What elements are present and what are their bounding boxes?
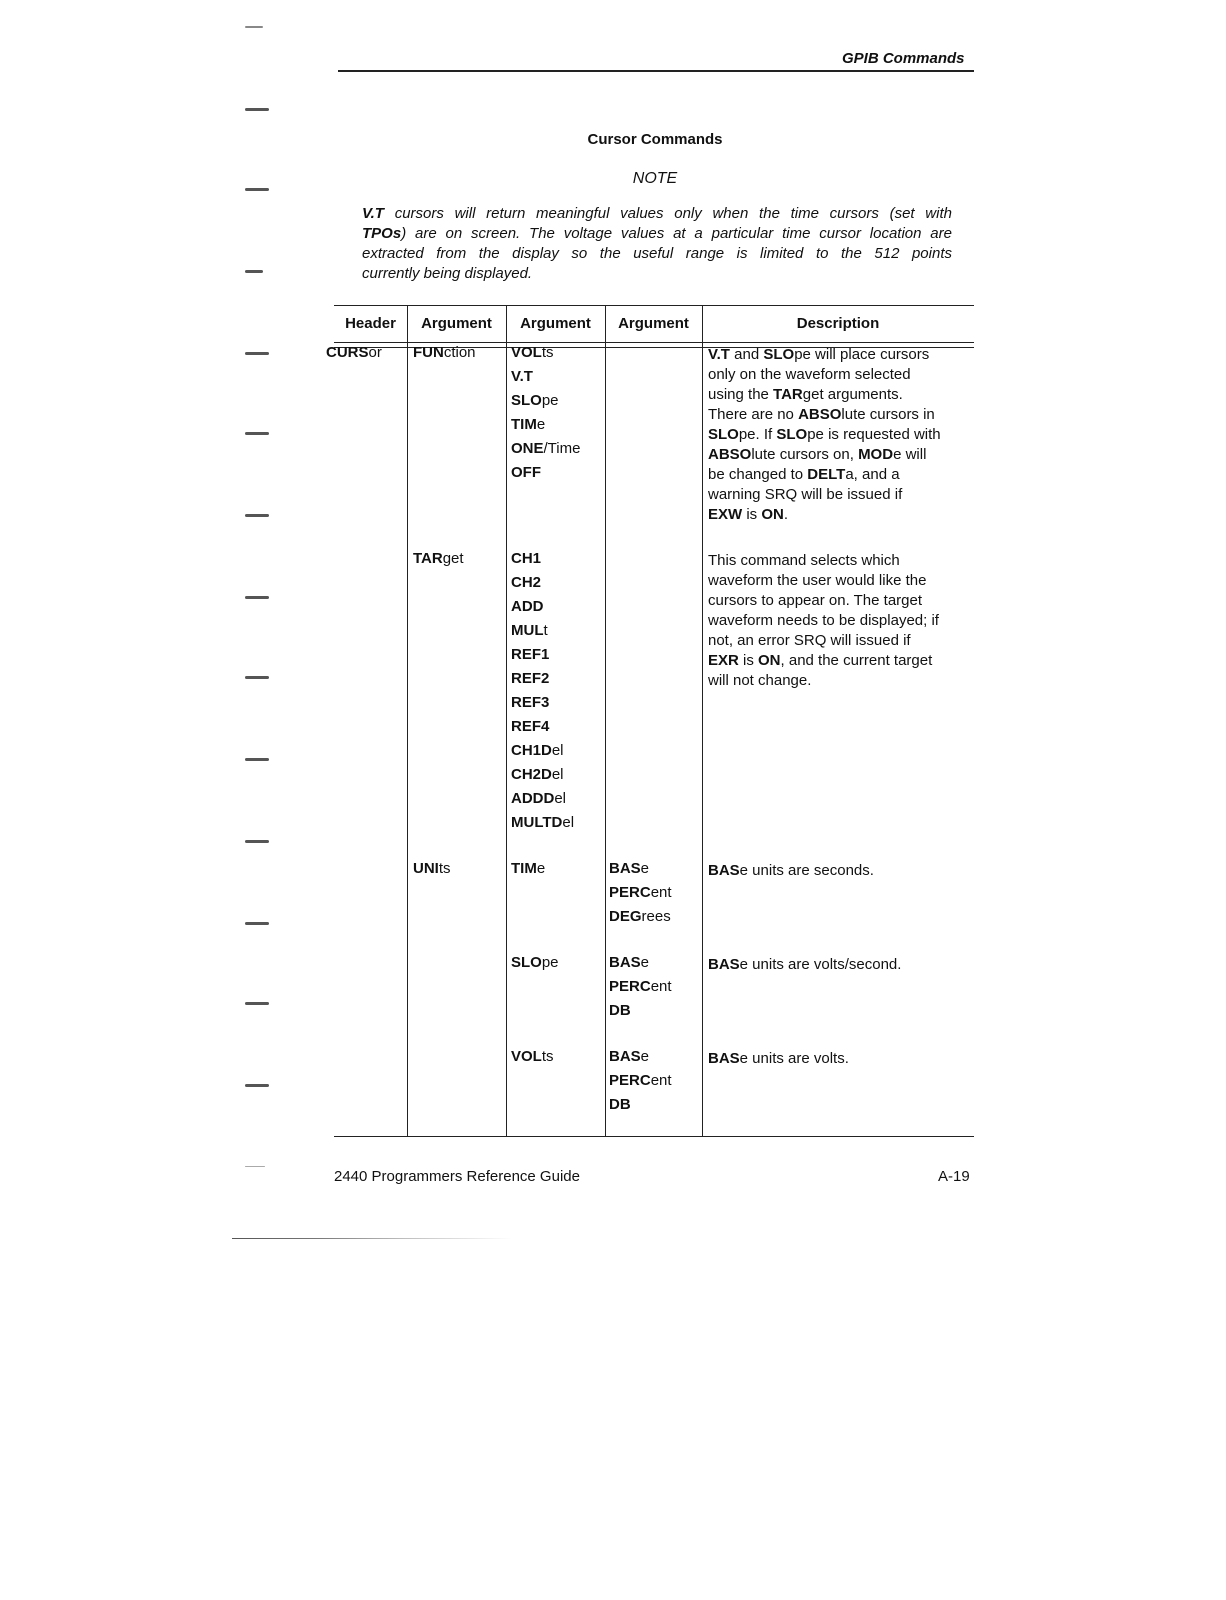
argument-2: VOLts [511,1048,554,1065]
argument-2: VOLts [511,344,554,361]
argument-2: CH1Del [511,742,564,759]
binder-mark [245,352,269,355]
argument-3: PERCent [609,1072,672,1089]
argument-3: PERCent [609,978,672,995]
argument-2: REF3 [511,694,550,711]
description-line: not, an error SRQ will issued if [708,632,911,649]
argument-2: TIMe [511,860,546,877]
argument-2: SLOpe [511,392,559,409]
description-line: warning SRQ will be issued if [708,486,903,503]
note-line: currently being displayed. [362,265,533,282]
argument-2: ADD [511,598,544,615]
column-divider [605,305,606,1137]
binder-mark [245,676,269,679]
scan-artifact-line [232,1238,512,1239]
binder-mark [245,840,269,843]
column-header: Argument [618,315,689,332]
description-line: will not change. [708,672,812,689]
binder-mark [245,108,269,111]
note-line: TPOs) are on screen. The voltage values at a particular time cursor location are [362,225,952,242]
argument-3: DB [609,1002,631,1019]
binder-mark [245,1166,265,1167]
description-line: BASe units are volts. [708,1050,849,1067]
description-line: waveform the user would like the [708,572,927,589]
description-line: cursors to appear on. The target [708,592,923,609]
description-line: There are no ABSOlute cursors in [708,406,935,423]
argument-2: TIMe [511,416,546,433]
section-title: Cursor Commands [587,131,723,148]
argument-2: CH2Del [511,766,564,783]
header-value: CURSor [326,344,382,361]
note-line: extracted from the display so the useful range is limited to the 512 points [362,245,952,262]
argument-3: BASe [609,1048,650,1065]
binder-mark [245,596,269,599]
footer-title: 2440 Programmers Reference Guide [334,1168,580,1185]
argument-2: REF1 [511,646,550,663]
description-line: using the TARget arguments. [708,386,903,403]
binder-mark [245,922,269,925]
column-header: Description [796,315,880,332]
argument-2: CH1 [511,550,542,567]
binder-mark [245,514,269,517]
description-line: EXW is ON. [708,506,789,523]
description-line: be changed to DELTa, and a [708,466,900,483]
argument-2: ADDDel [511,790,567,807]
argument-3: BASe [609,860,650,877]
note-label: NOTE [632,170,678,187]
argument-3: BASe [609,954,650,971]
table-bottom-rule [334,1136,974,1137]
argument-1: UNIts [413,860,451,877]
description-line: only on the waveform selected [708,366,911,383]
column-divider [702,305,703,1137]
column-header: Header [345,315,396,332]
table-top-rule [334,305,974,306]
header-rule [338,70,974,72]
note-body [362,204,952,284]
argument-2: OFF [511,464,541,481]
argument-2: ONE/Time [511,440,581,457]
argument-3: DEGrees [609,908,671,925]
description-line: ABSOlute cursors on, MODe will [708,446,927,463]
binder-mark [245,432,269,435]
description-line: waveform needs to be displayed; if [708,612,939,629]
argument-1: FUNction [413,344,476,361]
argument-2: REF4 [511,718,550,735]
description-line: EXR is ON, and the current target [708,652,933,669]
argument-2: SLOpe [511,954,559,971]
description-line: This command selects which [708,552,900,569]
argument-3: PERCent [609,884,672,901]
binder-mark [245,270,263,273]
binder-mark [245,1002,269,1005]
note-line: V.T cursors will return meaningful values only when the time cursors (set with [362,205,952,222]
binder-mark [245,26,263,28]
argument-2: MULt [511,622,548,639]
binder-mark [245,188,269,191]
binder-mark [245,758,269,761]
column-header: Argument [421,315,492,332]
description-line: SLOpe. If SLOpe is requested with [708,426,941,443]
argument-2: CH2 [511,574,542,591]
argument-3: DB [609,1096,631,1113]
description-line: BASe units are volts/second. [708,956,902,973]
argument-1: TARget [413,550,464,567]
argument-2: MULTDel [511,814,575,831]
column-divider [407,305,408,1137]
page-number: A-19 [938,1168,970,1185]
running-head: GPIB Commands [842,50,965,67]
cursor-commands-table [326,305,974,1137]
description-line: BASe units are seconds. [708,862,874,879]
argument-2: REF2 [511,670,550,687]
column-divider [506,305,507,1137]
argument-2: V.T [511,368,533,385]
description-line: V.T and SLOpe will place cursors [708,346,930,363]
binder-mark [245,1084,269,1087]
column-header: Argument [520,315,591,332]
